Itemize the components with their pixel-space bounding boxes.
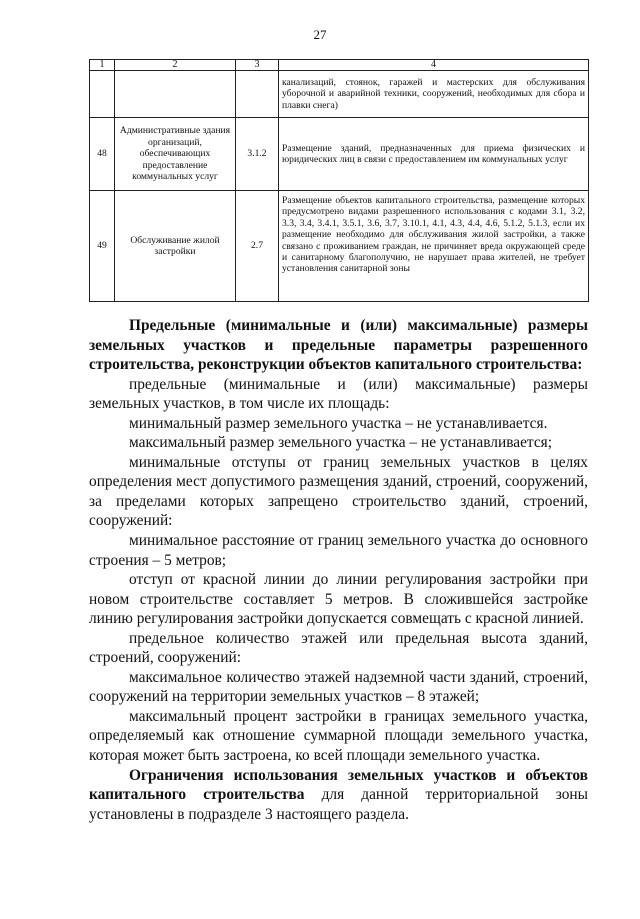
table-row (90, 191, 589, 302)
paragraph: максимальное количество этажей надземной части зданий, строений, сооружений на территории земельных участков – 8 этажей; (89, 668, 588, 706)
row-number: 48 (90, 118, 115, 191)
section-heading: Предельные (минимальные и (или) максимальные) размеры земельных участков и предельные параметры разрешенного строительства, реконструкции объектов капитального строительства: (89, 317, 588, 374)
closing-bold-text: Ограничения использования земельных участков и объектов капитального строительства (89, 766, 588, 804)
column-header: 2 (115, 60, 236, 71)
row-code: 2.7 (236, 191, 279, 302)
row-description: Размещение зданий, предназначенных для приема физических и юридических лиц в связи с предоставлением им коммунальных услуг (279, 118, 589, 191)
paragraph: минимальное расстояние от границ земельного участка до основного строения – 5 метров; (89, 532, 588, 569)
row-name: Обслуживание жилой застройки (115, 191, 236, 302)
closing-text: для данной территориальной зоны установлены в подразделе 3 настоящего раздела. (89, 786, 588, 823)
paragraph: минимальный размер земельного участка – не устанавливается. (129, 414, 548, 432)
column-header: 4 (279, 60, 589, 71)
table-header-row (90, 60, 589, 71)
row-description: Размещение объектов капитального строительства, размещение которых предусмотрено видами разрешенного использования с кодами 3.1, 3.2, 3.3, 3.4, 3.4.1, 3.5.1, 3.6, 3.7, 3.10.1, 4.1, 4.3, 4.4, 4.6, 5.1.2, 5.1.3, если их размещение необходимо для обслуживания жилой застройки, а также связано с проживанием граждан, не причиняет вреда окружающей среде и санитарному благополучию, не нарушает права жителей, не требует установления санитарной зоны (279, 191, 589, 302)
row-code (236, 71, 279, 118)
paragraph: предельные (минимальные и (или) максимальные) размеры земельных участков, в том числе их площадь: (89, 375, 588, 413)
page-number: 27 (313, 27, 327, 42)
paragraph: предельное количество этажей или предельная высота зданий, строений, сооружений: (89, 629, 588, 667)
row-number: 49 (90, 191, 115, 302)
paragraph: максимальный процент застройки в границах земельного участка, определяемый как отношение суммарной площади земельного участка, которая может быть застроена, ко всей площади земельного участка. (89, 707, 588, 765)
row-name: Административные здания организаций, обеспечивающих предоставление коммунальных услуг (115, 118, 236, 191)
paragraph: минимальные отступы от границ земельных участков в целях определения мест допустимого размещения зданий, строений, сооружений, за пределами которых запрещено строительство зданий, строений, сооружений: (89, 453, 588, 530)
table-row (90, 71, 589, 118)
row-description: канализаций, стоянок, гаражей и мастерских для обслуживания уборочной и аварийной техники, сооружений, необходимых для сбора и плавки снега) (279, 71, 589, 118)
document-body (89, 316, 588, 824)
table-row (90, 118, 589, 191)
row-name (115, 71, 236, 118)
row-code: 3.1.2 (236, 118, 279, 191)
paragraph: максимальный размер земельного участка – не устанавливается; (129, 434, 553, 452)
column-header: 1 (90, 60, 115, 71)
column-header: 3 (236, 60, 279, 71)
row-number (90, 71, 115, 118)
paragraph: отступ от красной линии до линии регулирования застройки при новом строительстве составляет 5 метров. В сложившейся застройке линию регулирования застройки допускается совмещать с красной линией. (89, 571, 588, 628)
closing-paragraph (89, 766, 588, 825)
land-use-table (89, 59, 589, 302)
